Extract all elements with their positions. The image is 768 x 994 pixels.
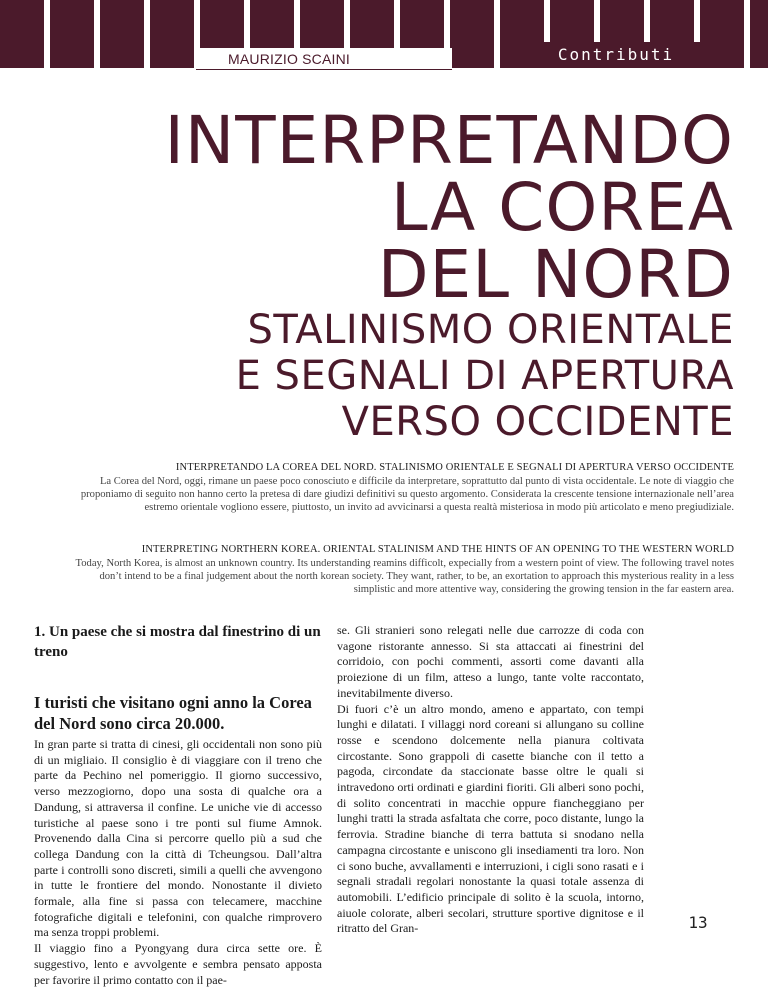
abstract-english-title: INTERPRETING NORTHERN KOREA. ORIENTAL STALINISM AND THE HINTS OF AN OPENING TO THE WESTERN WORLD — [141, 544, 734, 555]
subtitle-line-1: STALINISMO ORIENTALE — [247, 307, 734, 353]
body-paragraph: Di fuori c’è un altro mondo, ameno e appartato, con tempi lunghi e dilatati. I villaggi nord coreani si allungano su colline rosse e scendono dolcemente nella pianura coltivata circostante. Sono grappoli di casette bianche con il tetto a pagoda, circondate da staccionate basse oltre le quali si intravedono orti ordinati e giardini fioriti. Gli alberi sono pochi, di solito concentrati in macchie oppure fiancheggiano per lunghi tratti la strada asfaltata che corre, poco distante, lungo la ferrovia. Stradine bianche di terra battuta si snodano nella campagna circostante e uniscono gli insediamenti tra loro. Non ci sono buche, avvallamenti e interruzioni, i cigli sono rasati e i segnali stradali regolari nonostante la quasi totale assenza di automobili. L’edificio principale di solito è la scuola, intorno, aiuole colorate, alberi secolari, strutture sportive dignitose e il ritratto del Gran- — [337, 701, 644, 936]
article-column-left — [34, 622, 322, 988]
abstract-italian — [60, 462, 734, 515]
abstract-italian-body: La Corea del Nord, oggi, rimane un paese poco conosciuto e difficile da interpretare, soprattutto dal punto di vista occidentale. Le note di viaggio che proponiamo di seguito non hanno certo la pretesa di dare giudizi definitivi su questo argomento. Considerata la crescente tensione internazionale nell’area estremo orientale vogliono essere, piuttosto, un invito ad avvicinarsi a questa realtà misteriosa in modo più articolato e meno pregiudiziale. — [80, 476, 734, 514]
author-name: MAURIZIO SCAINI — [196, 48, 452, 70]
lead-paragraph: I turisti che visitano ogni anno la Corea del Nord sono circa 20.000. — [34, 693, 312, 733]
body-paragraph: In gran parte si tratta di cinesi, gli occidentali non sono più di un migliaio. Il consiglio è di viaggiare con il treno che parte da Pechino nel pomeriggio. Il giorno successivo, verso mezzogiorno, dopo una sosta di qualche ora a Dandung, si attraversa il confine. Le uniche vie di accesso turistiche al paese sono i tre ponti sul fiume Amnok. Provenendo dalla Cina si percorre quello più a sud che collega Dandung con la città di Tcheungsou. Dall’altra parte i controlli sono discreti, simili a quelli che avvengono in tutte le frontiere del mondo. Nonostante il divieto formale, alla fine si passa con telecamere, macchine fotografiche digitali e telefonini, con qualche rimprovero ma senza troppi problemi. — [34, 737, 322, 940]
section-label: Contributi — [524, 42, 708, 68]
abstract-italian-title: INTERPRETANDO LA COREA DEL NORD. STALINISMO ORIENTALE E SEGNALI DI APERTURA VERSO OCCIDENTE — [175, 462, 734, 473]
page-number: 13 — [688, 913, 708, 932]
abstract-english — [60, 544, 734, 597]
title-line-2: LA COREA — [390, 169, 734, 246]
subtitle-line-2: E SEGNALI DI APERTURA — [235, 353, 734, 399]
subtitle-line-3: VERSO OCCIDENTE — [341, 399, 734, 445]
body-paragraph: se. Gli stranieri sono relegati nelle due carrozze di coda con vagone ristorante annesso. Si sta attaccati ai finestrini del corridoio, con pochi commenti, assorti come davanti alla proiezione di un film, atteso a lungo, tante volte raccontato, inevitabilmente diverso. — [337, 623, 644, 700]
article-column-right — [337, 623, 644, 937]
body-paragraph: Il viaggio fino a Pyongyang dura circa sette ore. È suggestivo, lento e avvolgente e sembra pensato apposta per favorire il primo contatto con il pae- — [34, 941, 322, 987]
section-heading: 1. Un paese che si mostra dal finestrino di un treno — [34, 624, 321, 660]
title-line-3: DEL NORD — [377, 236, 734, 313]
abstract-english-body: Today, North Korea, is almost an unknown country. Its understanding reamins difficolt, expecially from a western point of view. The following travel notes don’t intend to be a final judgement about the north korean society. They want, rather, to be, an exortation to approach this mysterious reality in a less simplistic and more attentive way, considering the growing tension in the far eastern area. — [75, 558, 734, 596]
title-line-1: INTERPRETANDO — [164, 102, 734, 179]
